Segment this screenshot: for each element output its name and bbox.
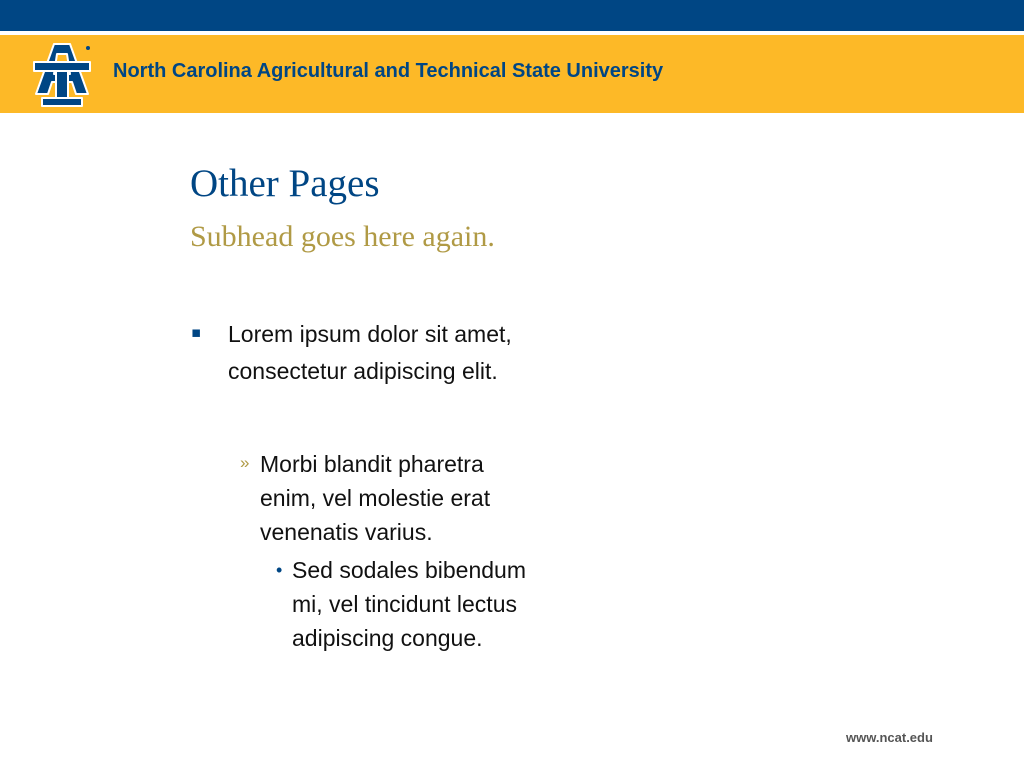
bullet-level-1: Lorem ipsum dolor sit amet, consectetur adipiscing elit.: [228, 321, 512, 384]
top-navy-bar: [0, 0, 1024, 31]
footer-url: www.ncat.edu: [846, 730, 933, 745]
slide-title: Other Pages: [190, 162, 380, 205]
double-chevron-bullet-icon: »: [240, 453, 250, 472]
university-name: North Carolina Agricultural and Technical State University: [113, 60, 664, 82]
slide-subtitle: Subhead goes here again.: [190, 220, 495, 253]
bullet-level-2: Morbi blandit pharetra enim, vel molestie erat venenatis varius.: [260, 451, 491, 545]
square-bullet-icon: ▪: [191, 323, 202, 341]
dot-bullet-icon: •: [276, 560, 283, 580]
bullet-level-3: Sed sodales bibendum mi, vel tincidunt lectus adipiscing congue.: [292, 557, 526, 651]
aggie-at-logo-icon: [32, 42, 92, 108]
